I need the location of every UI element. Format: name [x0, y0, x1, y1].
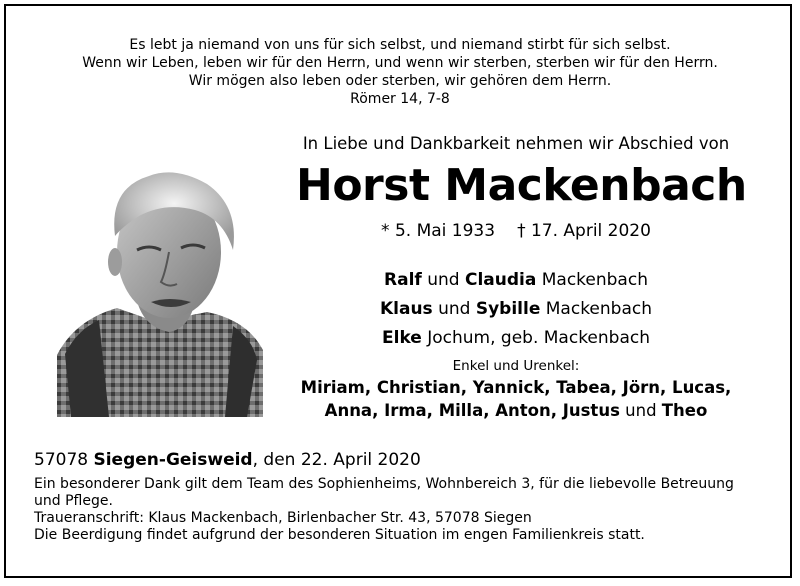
grandchildren-line-2: Anna, Irma, Milla, Anton, Justus und Theo [324, 401, 708, 420]
grandchildren-label: Enkel und Urenkel: [452, 358, 580, 374]
verse-line-1: Es lebt ja niemand von uns für sich selbst, und niemand stirbt für sich selbst. [129, 37, 671, 53]
family-list [296, 266, 736, 353]
town-name: Siegen-Geisweid [93, 450, 253, 470]
closing-notes [34, 476, 774, 544]
birth-date: * 5. Mai 1933 [381, 221, 496, 241]
verse-reference: Römer 14, 7-8 [350, 91, 450, 107]
mourning-address: Traueranschrift: Klaus Mackenbach, Birlenbacher Str. 43, 57078 Siegen [34, 510, 532, 526]
grandchildren-list [296, 376, 736, 422]
portrait-photo [57, 140, 263, 417]
place-and-date: 57078 Siegen-Geisweid, den 22. April 2020 [34, 450, 421, 470]
family-line: Ralf und Claudia Mackenbach [384, 270, 648, 290]
funeral-note: Die Beerdigung findet aufgrund der besonderen Situation im engen Familienkreis statt. [34, 527, 645, 543]
death-date: † 17. April 2020 [517, 221, 651, 241]
thanks-line-1: Ein besonderer Dank gilt dem Team des Sophienheims, Wohnbereich 3, für die liebevolle Betreuung [34, 476, 734, 492]
farewell-intro: In Liebe und Dankbarkeit nehmen wir Abschied von [302, 134, 730, 153]
family-line: Klaus und Sybille Mackenbach [379, 299, 652, 319]
bible-verse [0, 36, 800, 108]
family-line: Elke Jochum, geb. Mackenbach [382, 328, 650, 348]
life-dates [296, 221, 736, 241]
deceased-name: Horst Mackenbach [296, 160, 747, 211]
verse-line-2: Wenn wir Leben, leben wir für den Herrn, und wenn wir sterben, sterben wir für den Herrn. [82, 55, 718, 71]
thanks-line-2: und Pflege. [34, 493, 113, 509]
verse-line-3: Wir mögen also leben oder sterben, wir gehören dem Herrn. [188, 73, 612, 89]
grandchildren-line-1: Miriam, Christian, Yannick, Tabea, Jörn, Lucas, [300, 378, 732, 397]
